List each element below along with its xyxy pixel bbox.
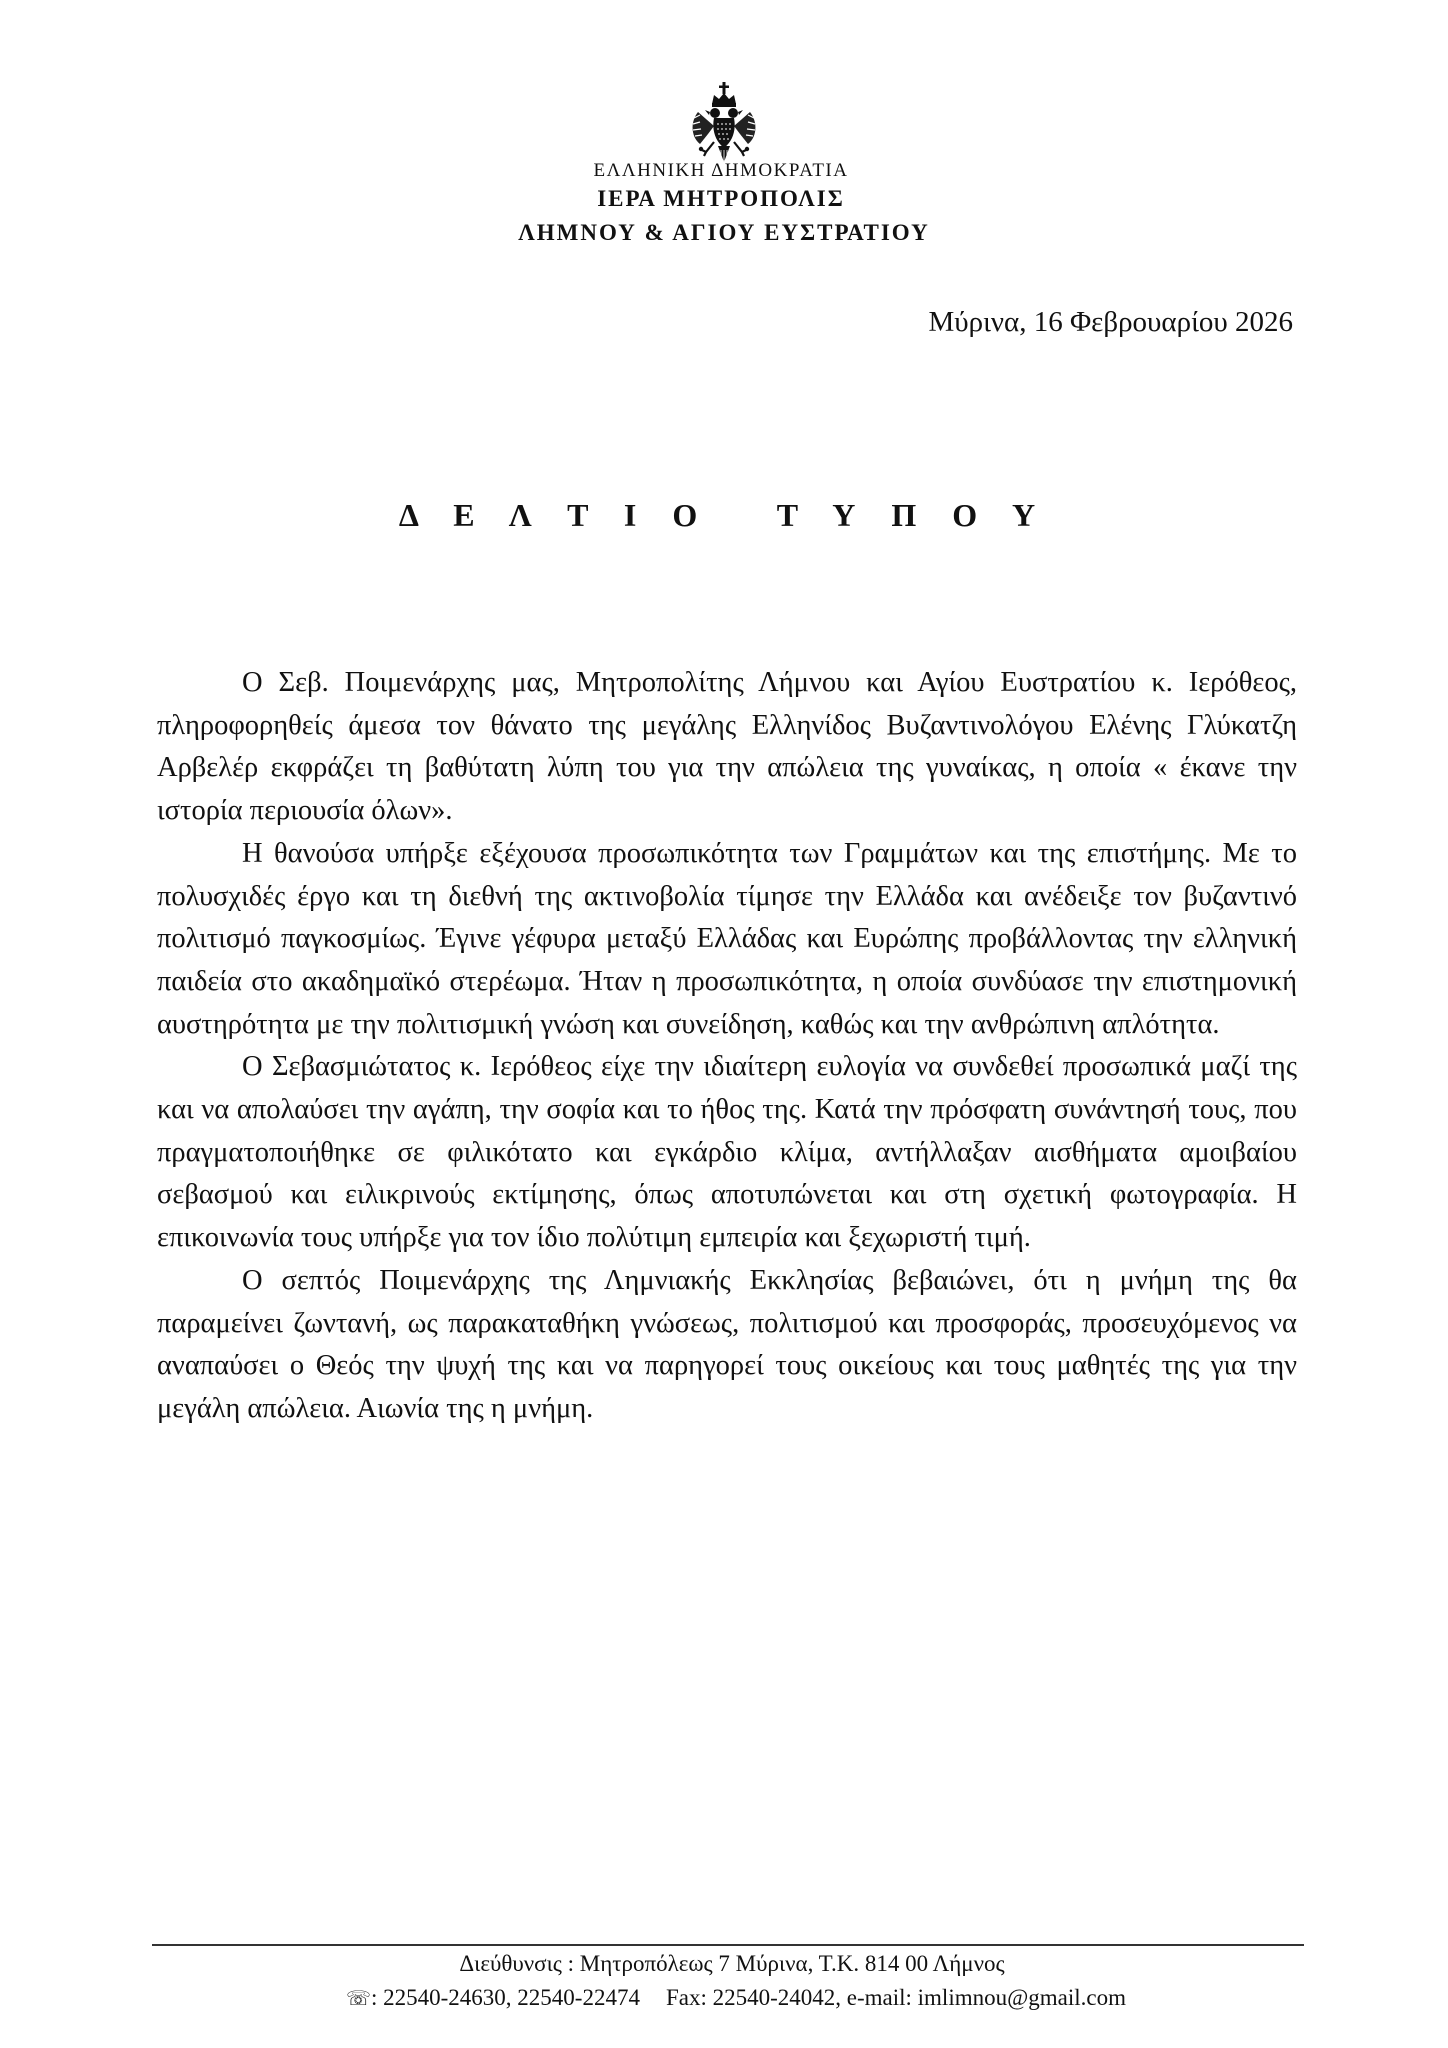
double-headed-eagle-emblem-icon bbox=[688, 82, 760, 170]
footer-phone: : 22540-24630, 22540-22474 bbox=[371, 1985, 640, 2010]
body-paragraph: Ο σεπτός Ποιμενάρχης της Λημνιακής Εκκλησίας βεβαιώνει, ότι η μνήμη της θα παραμείνει ζωντανή, ως παρακαταθήκη γνώσεως, πολιτισμού και προσφοράς, προσευχόμενος να αναπαύσει ο Θεός την ψυχή της και να παρηγορεί τους οικείους και τους μαθητές της για την μεγάλη απώλεια. Αιωνία της η μνήμη. bbox=[157, 1264, 1297, 1424]
document-title: Δ Ε Λ Τ Ι Ο Τ Υ Π Ο Υ bbox=[398, 497, 1050, 533]
body-paragraph: Ο Σεβ. Ποιμενάρχης μας, Μητροπολίτης Λήμνου και Αγίου Ευστρατίου κ. Ιερόθεος, πληροφορηθείς άμεσα τον θάνατο της μεγάλης Ελληνίδος Βυζαντινολόγου Ελένης Γλύκατζη Αρβελέρ εκφράζει τη βαθύτατη λύπη του για την απώλεια της γυναίκας, η οποία « έκανε την ιστορία περιουσία όλων». bbox=[157, 667, 1297, 827]
footer-fax-email[interactable]: Fax: 22540-24042, e-mail: imlimnou@gmail.com bbox=[665, 1985, 1127, 2010]
document-date: Μύρινα, 16 Φεβρουαρίου 2026 bbox=[928, 306, 1293, 338]
letterhead-republic: ΕΛΛΗΝΙΚΗ ΔΗΜΟΚΡΑΤΙΑ bbox=[593, 160, 849, 181]
footer-address: Διεύθυνσις : Μητροπόλεως 7 Μύρινα, Τ.Κ. 814 00 Λήμνος bbox=[459, 1951, 1005, 1976]
document-body bbox=[157, 662, 1297, 1431]
footer-divider bbox=[152, 1944, 1304, 1946]
letterhead-diocese: ΛΗΜΝΟΥ & ΑΓΙΟΥ ΕΥΣΤΡΑΤΙΟΥ bbox=[518, 220, 930, 245]
body-paragraph: Η θανούσα υπήρξε εξέχουσα προσωπικότητα των Γραμμάτων και της επιστήμης. Με το πολυσχιδές έργο και τη διεθνή της ακτινοβολία τίμησε την Ελλάδα και ανέδειξε τον βυζαντινό πολιτισμό παγκοσμίως. Έγινε γέφυρα μεταξύ Ελλάδας και Ευρώπης προβάλλοντας την ελληνική παιδεία στο ακαδημαϊκό στερέωμα. Ήταν η προσωπικότητα, η οποία συνδύασε την επιστημονική αυστηρότητα με την πολιτισμική γνώση και συνείδηση, καθώς και την ανθρώπινη απλότητα. bbox=[157, 837, 1297, 1040]
letterhead-metropolis: ΙΕΡΑ ΜΗΤΡΟΠΟΛΙΣ bbox=[597, 186, 845, 211]
phone-icon: ☏ bbox=[345, 1988, 371, 2010]
body-paragraph: Ο Σεβασμιώτατος κ. Ιερόθεος είχε την ιδιαίτερη ευλογία να συνδεθεί προσωπικά μαζί της και να απολαύσει την αγάπη, την σοφία και το ήθος της. Κατά την πρόσφατη συνάντησή τους, που πραγματοποιήθηκε σε φιλικότατο και εγκάρδιο κλίμα, αντήλλαξαν αισθήματα αμοιβαίου σεβασμού και ειλικρινούς εκτίμησης, όπως αποτυπώνεται και στη σχετική φωτογραφία. Η επικοινωνία τους υπήρξε για τον ίδιο πολύτιμη εμπειρία και ξεχωριστή τιμή. bbox=[157, 1051, 1297, 1254]
footer-contact bbox=[12, 1985, 1448, 2011]
